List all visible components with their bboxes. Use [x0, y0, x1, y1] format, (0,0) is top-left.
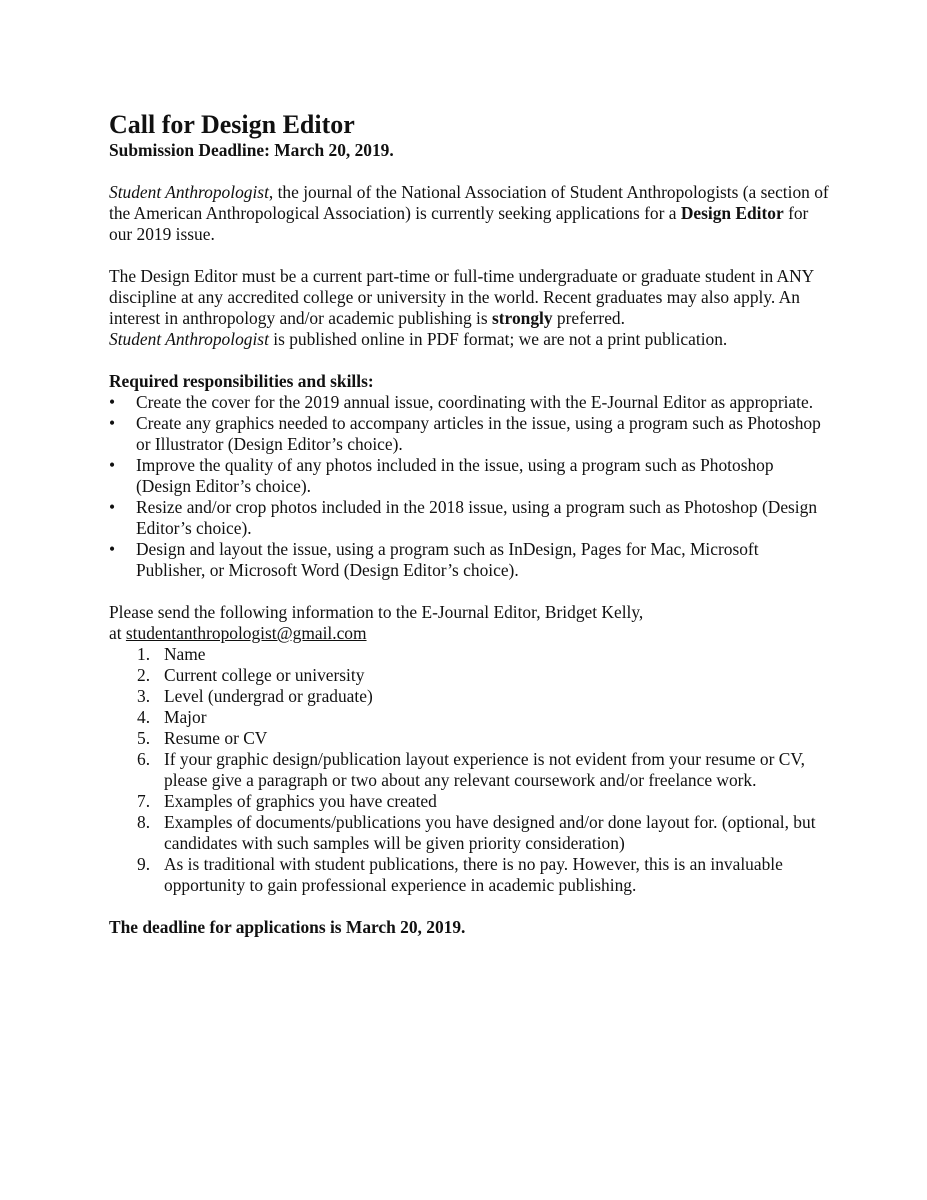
list-item-text: Design and layout the issue, using a program such as InDesign, Pages for Mac, Microsoft Publisher, or Microsoft Word (Design Editor’s choice). [136, 539, 759, 580]
list-item-text: If your graphic design/publication layout experience is not evident from your resume or CV, please give a paragraph or two about any relevant coursework and/or freelance work. [164, 749, 806, 790]
list-item [109, 455, 829, 497]
list-item [109, 749, 829, 791]
list-number: 9. [137, 854, 151, 874]
intro-paragraph [109, 182, 829, 245]
list-item-text: Examples of graphics you have created [164, 791, 437, 811]
email-link[interactable]: studentanthropologist@gmail.com [125, 623, 367, 643]
intro-text-end: for our 2019 issue. [109, 203, 809, 244]
document-page [109, 110, 829, 938]
list-item [109, 497, 829, 539]
submission-list [109, 644, 829, 896]
list-item [109, 413, 829, 455]
list-number: 2. [137, 665, 151, 685]
list-item [109, 791, 829, 812]
email-prefix: at [109, 623, 126, 643]
eligibility-emphasis: strongly [492, 308, 553, 328]
list-item [109, 707, 829, 728]
list-item [109, 392, 829, 413]
bullet-icon: • [109, 539, 116, 559]
eligibility-text: The Design Editor must be a current part-time or full-time undergraduate or graduate student in ANY discipline at any accredited college or university in the world. Recent graduates may also apply. An interest in anthropology and/or academic publishing is [109, 266, 814, 328]
list-item-text: Resume or CV [164, 728, 268, 748]
submission-deadline: Submission Deadline: March 20, 2019. [109, 140, 394, 160]
journal-name: Student Anthropologist [109, 182, 269, 202]
bullet-icon: • [109, 392, 116, 412]
list-item [109, 665, 829, 686]
list-item-text: Major [164, 707, 207, 727]
list-item-text: Improve the quality of any photos included in the issue, using a program such as Photoshop (Design Editor’s choice). [136, 455, 774, 496]
list-number: 6. [137, 749, 151, 769]
list-number: 4. [137, 707, 151, 727]
bullet-icon: • [109, 455, 116, 475]
format-text: is published online in PDF format; we are not a print publication. [268, 329, 728, 349]
bullet-icon: • [109, 497, 116, 517]
list-number: 7. [137, 791, 151, 811]
list-item-text: Name [164, 644, 206, 664]
list-item-text: Examples of documents/publications you have designed and/or done layout for. (optional, but candidates with such samples will be given priority consideration) [164, 812, 816, 853]
list-item [109, 854, 829, 896]
responsibilities-list [109, 392, 829, 581]
list-number: 8. [137, 812, 151, 832]
list-item-text: Current college or university [164, 665, 365, 685]
bullet-icon: • [109, 413, 116, 433]
list-item-text: Create any graphics needed to accompany articles in the issue, using a program such as Photoshop or Illustrator (Design Editor’s choice). [136, 413, 821, 454]
list-item-text: As is traditional with student publications, there is no pay. However, this is an invaluable opportunity to gain professional experience in academic publishing. [164, 854, 783, 895]
list-item-text: Level (undergrad or graduate) [164, 686, 373, 706]
intro-text: , the journal of the National Association of Student Anthropologists (a section of the American Anthropological Association) is currently seeking applications for a [109, 182, 829, 223]
role-name: Design Editor [680, 203, 784, 223]
list-item [109, 686, 829, 707]
list-number: 1. [137, 644, 151, 664]
submission-intro: Please send the following information to the E-Journal Editor, Bridget Kelly, [109, 602, 644, 622]
list-number: 5. [137, 728, 151, 748]
list-number: 3. [137, 686, 151, 706]
eligibility-paragraph [109, 266, 829, 350]
list-item [109, 812, 829, 854]
list-item [109, 728, 829, 749]
list-item [109, 539, 829, 581]
journal-name: Student Anthropologist [109, 329, 269, 349]
responsibilities-heading: Required responsibilities and skills: [109, 371, 374, 391]
submission-email-line [109, 623, 829, 644]
eligibility-text-end: preferred. [552, 308, 625, 328]
list-item-text: Resize and/or crop photos included in the 2018 issue, using a program such as Photoshop (Design Editor’s choice). [136, 497, 818, 538]
list-item [109, 644, 829, 665]
page-title: Call for Design Editor [109, 110, 355, 139]
closing-deadline: The deadline for applications is March 20, 2019. [109, 917, 466, 937]
list-item-text: Create the cover for the 2019 annual issue, coordinating with the E-Journal Editor as appropriate. [136, 392, 814, 412]
